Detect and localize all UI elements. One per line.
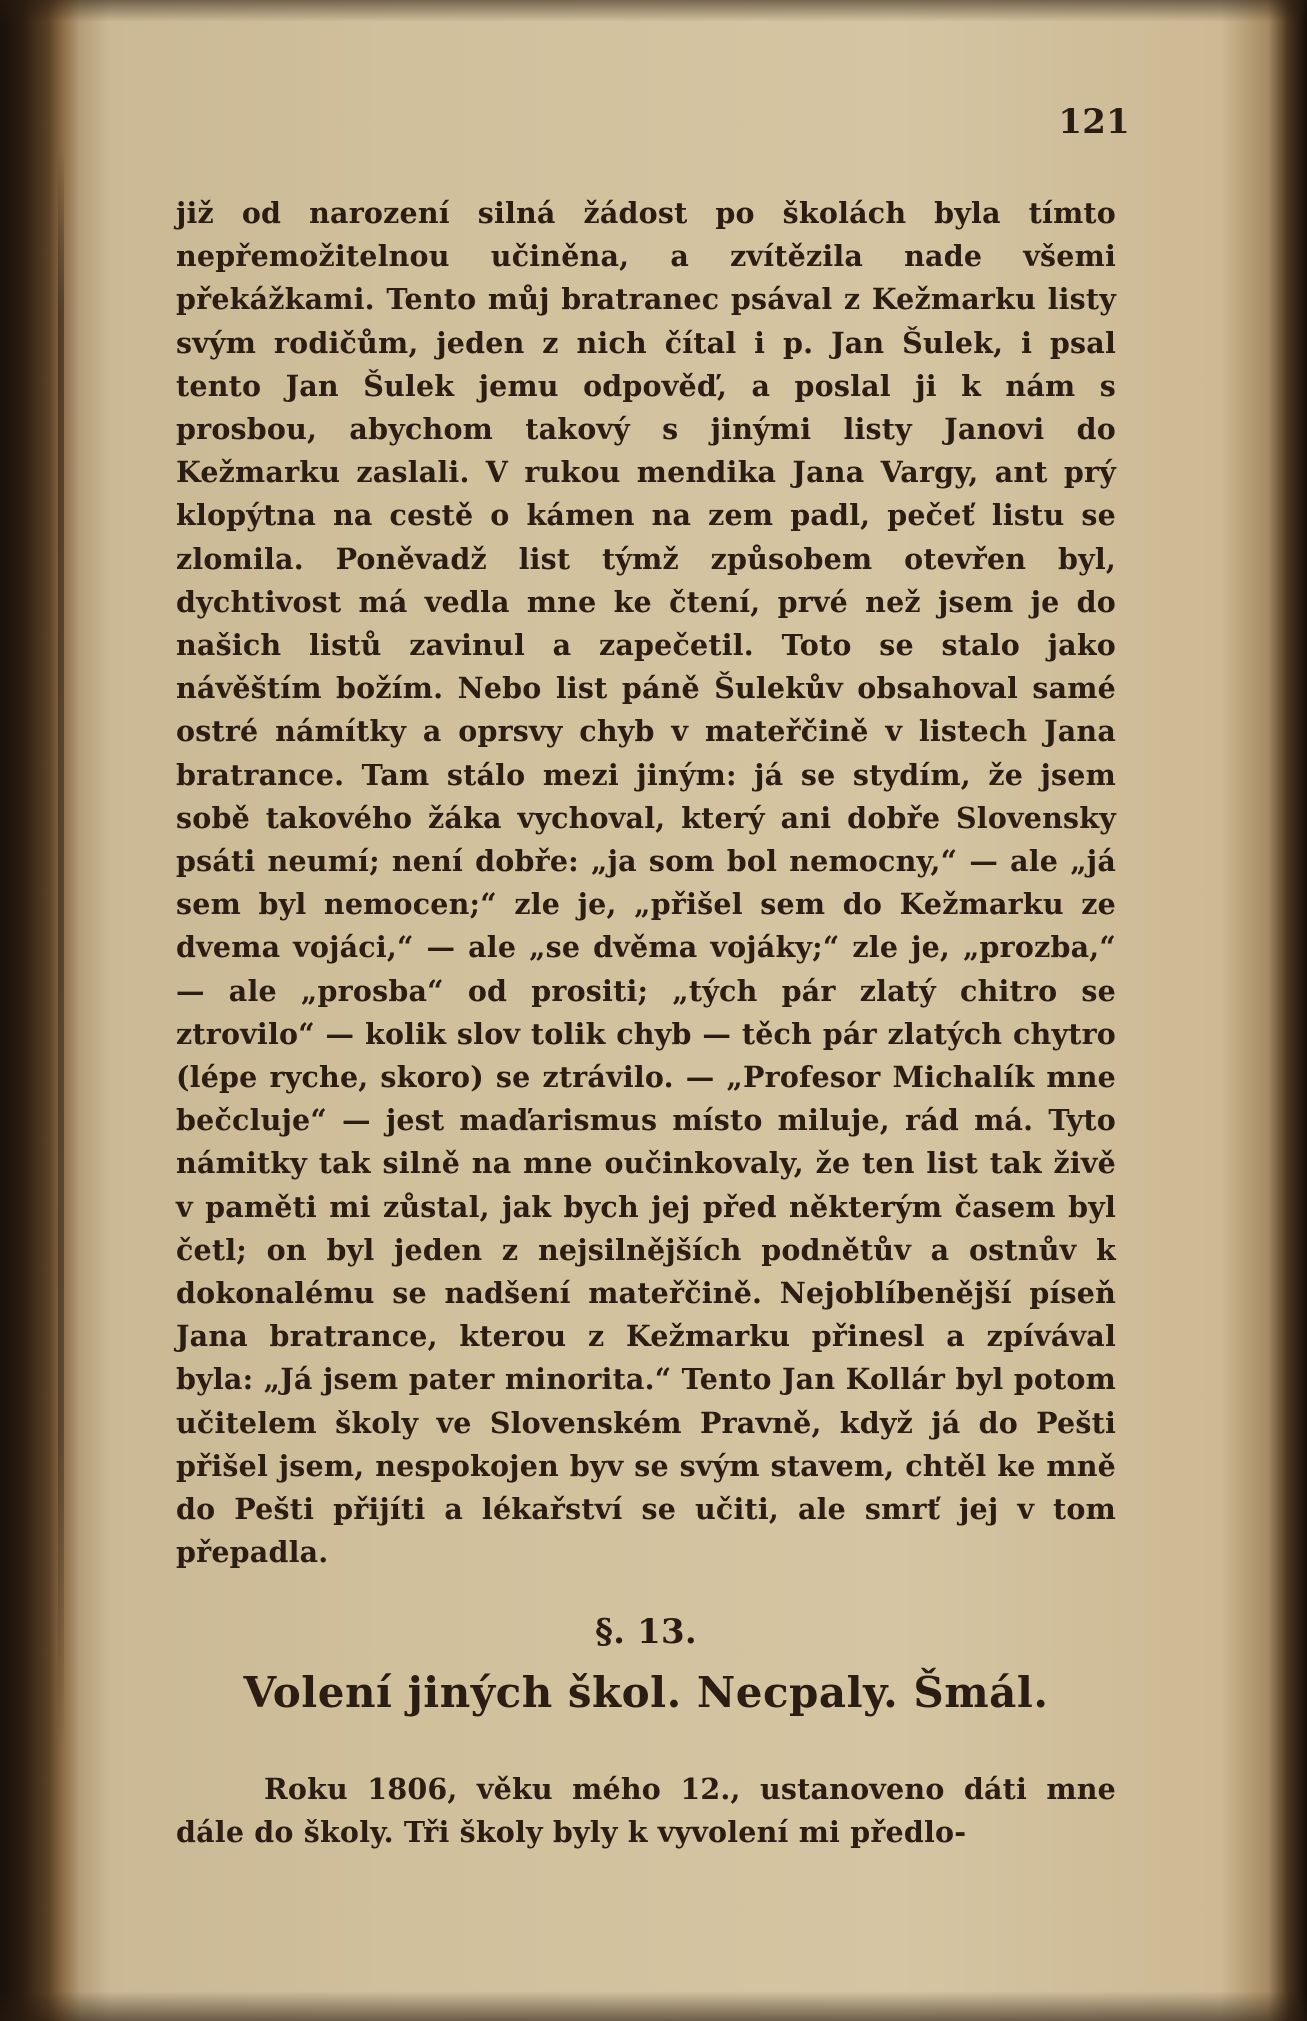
body-paragraph: již od narození silná žádost po školách byla tímto nepřemožitelnou učiněna, a zvítězila nade všemi překážkami. Tento můj bratranec psával z Kežmarku listy svým rodičům, jeden z nich čítal i p. Jan Šulek, i psal tento Jan Šulek jemu odpověď, a poslal ji k nám s prosbou, abychom takový s jinými listy Janovi do Kežmarku zaslali. V rukou mendika Jana Vargy, ant prý klopýtna na cestě o kámen na zem padl, pečeť listu se zlomila. Poněvadž list týmž způsobem otevřen byl, dychtivost má vedla mne ke čtení, prvé než jsem je do našich listů zavinul a zapečetil. Toto se stalo jako návěštím božím. Nebo list páně Šulekův obsahoval samé ostré námítky a oprsvy chyb v mateřčině v listech Jana bratrance. Tam stálo mezi jiným: já se stydím, že jsem sobě takového žáka vychoval, který ani dobře Slovensky psáti neumí; není dobře: „ja som bol nemocny,“ — ale „já sem byl nemocen;“ zle je, „přišel sem do Kežmarku ze dvema vojáci,“ — ale „se dvěma vojáky;“ zle je, „prozba,“ — ale „prosba“ od prositi; „tých pár zlatý chitro se ztrovilo“ — kolik slov tolik chyb — těch pár zlatých chytro (lépe ryche, skoro) se ztrávilo. — „Profesor Michalík mne bečcluje“ — jest maďarismus místo miluje, rád má. Tyto námitky tak silně na mne oučinkovaly, že ten list tak živě v paměti mi zůstal, jak bych jej před některým časem byl četl; on byl jeden z nejsilnějších podnětův a ostnův k dokonalému se nadšení mateřčině. Nejoblíbenější píseň Jana bratrance, kterou z Kežmarku přinesl a zpívával byla: „Já jsem pater minorita.“ Tento Jan Kollár byl potom učitelem školy ve Slovenském Pravně, když já do Pešti přišel jsem, nespokojen byv se svým stavem, chtěl ke mně do Pešti přijíti a lékařství se učiti, ale smrť jej v tom přepadla. (176, 196, 1116, 1570)
book-spine-shadow (58, 150, 64, 1750)
page-number: 121 (1058, 102, 1130, 142)
section-number: §. 13. (595, 1612, 697, 1652)
section-title: Volení jiných škol. Necpaly. Šmál. (243, 1668, 1049, 1717)
section-paragraph: Roku 1806, věku mého 12., ustanoveno dáti mne dále do školy. Tři školy byly k vyvolení mi předlo- (176, 1772, 1116, 1850)
page-bottom-shadow (0, 1991, 1307, 2021)
page-top-shadow (0, 0, 1307, 22)
